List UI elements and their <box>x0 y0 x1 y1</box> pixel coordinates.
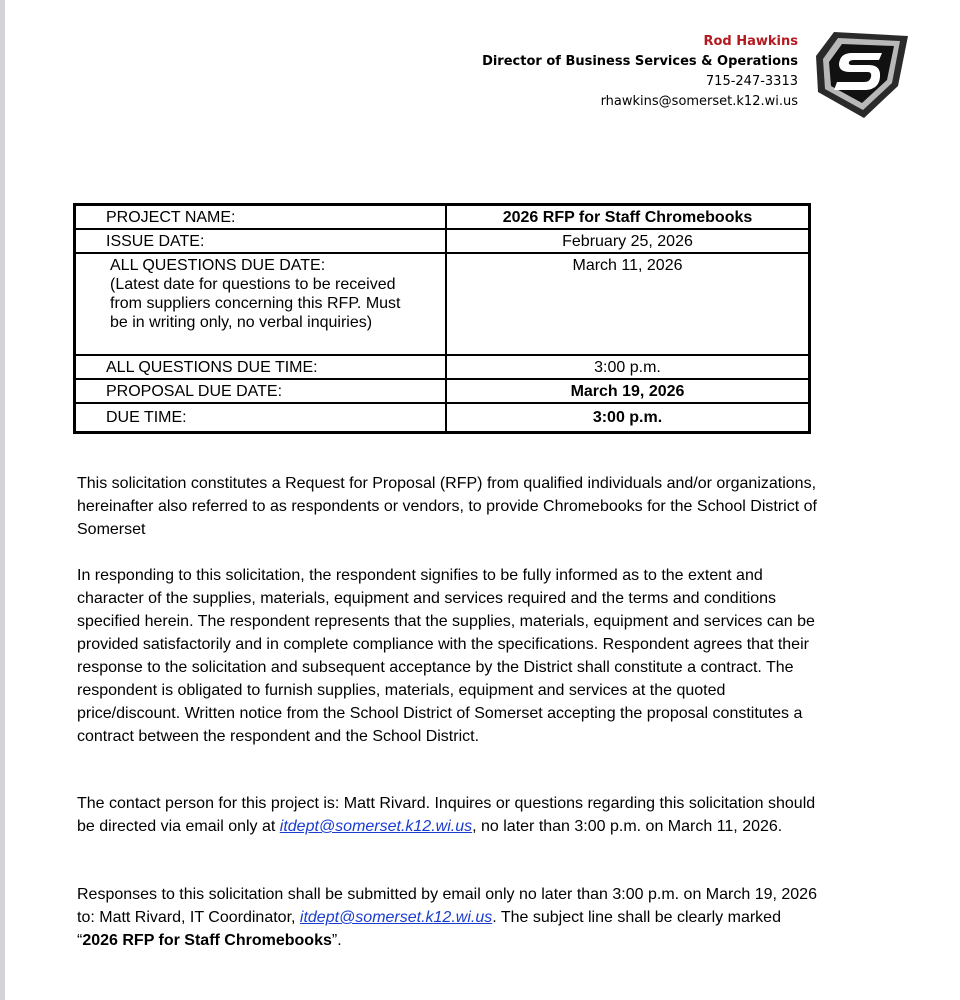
table-row <box>75 229 810 253</box>
paragraph-terms: In responding to this solicitation, the respondent signifies to be fully informed as to the extent and character of the supplies, materials, equipment and services required and the terms and conditions specified herein. The respondent represents that the supplies, materials, equipment and services can be provided satisfactorily and in complete compliance with the specifications. Respondent agrees that their response to the solicitation and subsequent acceptance by the District shall constitute a contract. The respondent is obligated to furnish supplies, materials, equipment and services at the quoted price/discount. Written notice from the School District of Somerset accepting the proposal constitutes a contract between the respondent and the School District. <box>77 567 815 745</box>
row-value: 2026 RFP for Staff Chromebooks <box>446 205 810 230</box>
rfp-summary-table <box>73 203 811 434</box>
submission-text-mid: . The subject line shall be clearly marked “ <box>77 909 781 949</box>
paragraph-intro: This solicitation constitutes a Request for Proposal (RFP) from qualified individuals and/or organizations, hereinafter also referred to as respondents or vendors, to provide Chromebooks for the School District of Somerset <box>77 475 817 538</box>
paragraph-contact <box>77 792 817 838</box>
row-value: March 19, 2026 <box>446 379 810 403</box>
itdept-email-link[interactable]: itdept@somerset.k12.wi.us <box>299 909 493 926</box>
letterhead <box>482 32 798 112</box>
table-row <box>75 379 810 403</box>
table-row <box>75 403 810 433</box>
sender-title: Director of Business Services & Operations <box>482 54 798 69</box>
row-value: February 25, 2026 <box>446 229 810 253</box>
row-label: PROJECT NAME: <box>75 205 447 230</box>
submission-text-end: ”. <box>331 932 342 949</box>
school-shield-logo-icon <box>812 26 912 122</box>
itdept-email-link[interactable]: itdept@somerset.k12.wi.us <box>279 818 473 835</box>
sender-phone: 715-247-3313 <box>705 74 798 89</box>
row-note: (Latest date for questions to be received from suppliers concerning this RFP. Must be in writing only, no verbal inquiries) <box>110 276 401 331</box>
row-label: ISSUE DATE: <box>75 229 447 253</box>
row-label: ALL QUESTIONS DUE DATE: <box>110 257 326 274</box>
viewer-edge <box>0 0 5 1000</box>
contact-text: The contact person for this project is: Matt Rivard. Inquires or questions regarding this solicitation should be directed via email only at <box>77 795 816 835</box>
row-value: March 11, 2026 <box>446 253 810 355</box>
table-row <box>75 355 810 379</box>
row-label: DUE TIME: <box>75 403 447 433</box>
row-label: PROPOSAL DUE DATE: <box>75 379 447 403</box>
sender-email: rhawkins@somerset.k12.wi.us <box>600 94 798 109</box>
subject-line: 2026 RFP for Staff Chromebooks <box>82 932 332 949</box>
table-row <box>75 253 810 355</box>
paragraph-submission <box>77 883 817 952</box>
contact-text-end: , no later than 3:00 p.m. on March 11, 2026. <box>472 818 783 835</box>
table-row <box>75 205 810 230</box>
row-value: 3:00 p.m. <box>446 403 810 433</box>
sender-name: Rod Hawkins <box>703 34 798 49</box>
submission-text: Responses to this solicitation shall be submitted by email only no later than 3:00 p.m. on March 19, 2026 to: Matt Rivard, IT Coordinator, <box>77 886 817 926</box>
row-label-cell <box>75 253 447 355</box>
row-value: 3:00 p.m. <box>446 355 810 379</box>
row-label: ALL QUESTIONS DUE TIME: <box>75 355 447 379</box>
